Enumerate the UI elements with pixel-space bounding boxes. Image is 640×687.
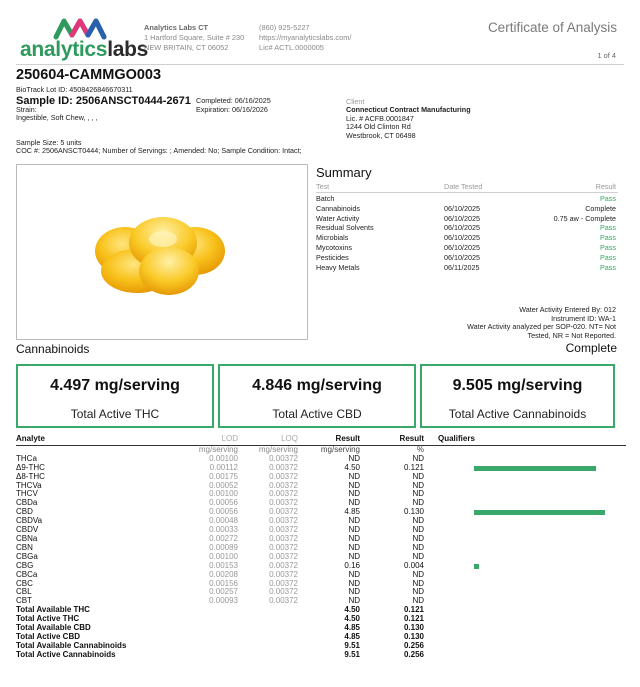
analyte-name: Δ8-THC [16,471,45,481]
summary-test-result: Complete [585,203,616,213]
sample-id: Sample ID: 2506ANSCT0444-2671 [16,95,191,107]
analyte-level-bar [474,564,479,569]
total-result-mg: 9.51 [344,649,360,659]
summary-test-result: Pass [600,194,616,203]
client-address-line1: 1244 Old Clinton Rd [346,122,411,132]
stat-label: Total Active Cannabinoids [448,407,587,421]
analyte-result-mg: 4.50 [344,462,360,472]
table-row [16,490,626,499]
analyte-qualifier [424,562,626,571]
analyte-name: CBL [16,587,32,597]
table-header-row [16,435,626,445]
analyte-result-pct: ND [412,596,424,606]
analyte-qualifier [424,544,626,553]
summary-test-name: Heavy Metals [316,262,360,272]
total-loq-empty [238,633,298,642]
table-row [16,535,626,544]
summary-test-result: 0.75 aw - Complete [553,213,616,223]
analyte-loq: 0.00372 [269,533,298,543]
total-lod-empty [178,615,238,624]
table-row [16,571,626,580]
table-row [16,508,626,517]
total-lod-empty [178,624,238,633]
table-row [16,562,626,571]
analyte-qualifier [424,553,626,562]
analyte-loq: 0.00372 [269,516,298,526]
analyte-result-pct: 0.130 [403,507,424,517]
gummy-image-icon [17,165,307,339]
lab-name: Analytics Labs CT [144,23,209,32]
summary-test-name: Batch [316,194,335,203]
total-row [16,624,626,633]
analyte-qualifier [424,597,626,606]
analyte-lod: 0.00257 [209,587,238,597]
analyte-lod: 0.00156 [209,578,238,588]
analyte-result-mg: 4.85 [344,507,360,517]
table-row [16,499,626,508]
analyte-lod: 0.00208 [209,569,238,579]
expiration-date: Expiration: 06/16/2026 [196,105,268,114]
summary-test-name: Microbials [316,233,349,243]
analyte-result-pct: ND [412,533,424,543]
analyte-name: CBN [16,542,33,552]
document-title: Certificate of Analysis [487,20,617,35]
lab-license: Lic# ACTL.0000005 [259,43,324,52]
total-lod-empty [178,633,238,642]
cannabinoids-status: Complete [565,341,617,355]
analyte-name: CBGa [16,551,38,561]
analyte-loq: 0.00372 [269,587,298,597]
total-qualifier [424,651,626,660]
analyte-lod: 0.00175 [209,471,238,481]
total-result-mg: 4.50 [344,605,360,615]
analyte-result-pct: ND [412,471,424,481]
summary-title: Summary [316,165,372,180]
stat-value: 9.505 mg/serving [452,377,583,394]
total-result-pct: 0.130 [403,631,424,641]
analyte-name: CBDV [16,525,39,535]
unit-lod: mg/serving [198,444,238,454]
header-qualifiers: Qualifiers [424,435,626,445]
analyte-result-mg: ND [348,542,360,552]
summary-test-date: 06/10/2025 [444,203,480,213]
strain: Strain: [16,105,37,114]
analyte-result-pct: 0.004 [403,560,424,570]
stat-total-cbd [218,364,416,428]
total-qualifier [424,633,626,642]
wa-note-line4: Tested, NR = Not Reported. [527,330,616,340]
lab-address-line1: 1 Hartford Square, Suite # 230 [144,33,245,42]
client-name: Connecticut Contract Manufacturing [346,105,471,114]
analyte-result-pct: ND [412,578,424,588]
analyte-name: Δ9-THC [16,462,45,472]
client-address-line2: Westbrook, CT 06498 [346,130,416,140]
total-qualifier [424,615,626,624]
analyte-loq: 0.00372 [269,560,298,570]
analyte-name: CBDVa [16,516,43,526]
table-row [16,464,626,473]
water-activity-note [467,306,616,340]
total-row [16,651,626,660]
analyte-qualifier [424,526,626,535]
table-row [16,588,626,597]
header-lod: LOD [178,435,238,445]
stat-total-cannabinoids [420,364,615,428]
sample-size: Sample Size: 5 units [16,138,82,147]
total-name: Total Available CBD [16,623,91,633]
analyte-lod: 0.00272 [209,533,238,543]
analyte-name: CBNa [16,533,38,543]
coc-info: COC #: 2506ANSCT0444; Number of Servings: ; Amended: No; Sample Condition: Intact; [16,146,302,155]
total-loq-empty [238,606,298,615]
analyte-result-mg: ND [348,453,360,463]
analyte-level-bar [474,510,605,515]
lab-address [144,23,244,53]
analyte-qualifier [424,490,626,499]
total-result-pct: 0.130 [403,623,424,633]
total-loq-empty [238,624,298,633]
total-qualifier [424,606,626,615]
analyte-result-pct: 0.121 [403,462,424,472]
analyte-name: THCV [16,489,38,499]
stat-total-thc [16,364,214,428]
biotrack-lot: BioTrack Lot ID: 4508426846670311 [16,85,133,94]
analyte-name: THCVa [16,480,42,490]
summary-divider [316,192,618,193]
total-lod-empty [178,651,238,660]
analyte-result-mg: ND [348,587,360,597]
batch-id: 250604-CAMMGO003 [16,67,162,83]
logo-word-analytics: analytics [20,38,108,61]
table-row [16,526,626,535]
total-row [16,615,626,624]
analyte-result-mg: 0.16 [344,560,360,570]
analyte-qualifier [424,455,626,464]
lab-address-line2: NEW BRITAIN, CT 06052 [144,43,229,52]
table-row [16,544,626,553]
wa-note-line3: Water Activity analyzed per SOP-020. NT= Not [467,322,616,332]
table-row [16,473,626,482]
matrix: Ingestible, Soft Chew, , , , [16,113,98,122]
analyte-result-pct: ND [412,569,424,579]
product-image [16,164,308,340]
header-divider [16,64,624,65]
analyte-result-mg: ND [348,498,360,508]
analyte-result-pct: ND [412,516,424,526]
summary-test-name: Residual Solvents [316,223,374,233]
analyte-loq: 0.00372 [269,542,298,552]
analyte-qualifier [424,588,626,597]
table-row [16,553,626,562]
analyte-lod: 0.00112 [209,462,238,472]
total-loq-empty [238,651,298,660]
total-lod-empty [178,606,238,615]
total-loq-empty [238,642,298,651]
total-result-pct: 0.256 [403,640,424,650]
analyte-qualifier [424,473,626,482]
total-result-pct: 0.121 [403,605,424,615]
analyte-lod: 0.00048 [209,516,238,526]
analyte-result-pct: ND [412,542,424,552]
table-row [16,580,626,589]
analyte-result-pct: ND [412,489,424,499]
summary-header-result: Result [595,182,616,191]
analyte-qualifier [424,464,626,473]
summary-test-result: Pass [600,243,616,252]
analyte-loq: 0.00372 [269,480,298,490]
header-analyte: Analyte [16,435,178,445]
client-label: Client [346,97,365,106]
analyte-result-mg: ND [348,489,360,499]
table-row [16,597,626,606]
analyte-name: CBCa [16,569,38,579]
analyte-result-pct: ND [412,480,424,490]
analyte-loq: 0.00372 [269,525,298,535]
stat-value: 4.846 mg/serving [252,377,382,394]
analyte-loq: 0.00372 [269,507,298,517]
summary-test-date: 06/10/2025 [444,213,480,223]
summary-test-date: 06/10/2025 [444,223,480,233]
analyte-qualifier [424,508,626,517]
summary-test-date: 06/10/2025 [444,233,480,243]
total-qualifier [424,624,626,633]
client-block [346,106,471,140]
analyte-lod: 0.00153 [209,560,238,570]
analyte-result-pct: ND [412,453,424,463]
analyte-lod: 0.00033 [209,525,238,535]
header-result-mg: Result [298,435,360,445]
analyte-qualifier [424,535,626,544]
total-result-pct: 0.121 [403,614,424,624]
total-loq-empty [238,615,298,624]
analyte-loq: 0.00372 [269,453,298,463]
analyte-result-mg: ND [348,516,360,526]
analyte-lod: 0.00100 [209,551,238,561]
total-name: Total Active CBD [16,631,81,641]
summary-test-name: Cannabinoids [316,203,360,213]
analyte-result-mg: ND [348,569,360,579]
table-row [16,455,626,464]
total-name: Total Available Cannabinoids [16,640,127,650]
analyte-lod: 0.00100 [209,453,238,463]
table-row [16,482,626,491]
total-row [16,606,626,615]
analyte-lod: 0.00056 [209,498,238,508]
unit-mg: mg/serving [320,444,360,454]
analyte-loq: 0.00372 [269,569,298,579]
analyte-qualifier [424,571,626,580]
analyte-loq: 0.00372 [269,551,298,561]
total-result-mg: 9.51 [344,640,360,650]
units-row [16,445,626,454]
unit-pct: % [416,444,424,454]
analyte-loq: 0.00372 [269,596,298,606]
lab-contact [259,23,351,53]
summary-test-date: 06/10/2025 [444,252,480,262]
analyte-loq: 0.00372 [269,462,298,472]
stat-label: Total Active CBD [272,407,362,421]
cannabinoid-table [16,435,626,660]
analyte-name: CBG [16,560,34,570]
summary-test-name: Water Activity [316,213,360,223]
summary-test-result: Pass [600,223,616,233]
stat-label: Total Active THC [70,407,160,421]
lab-logo [20,15,149,63]
total-result-pct: 0.256 [403,649,424,659]
analyte-level-bar [474,466,596,471]
stat-value: 4.497 mg/serving [50,377,180,394]
header-loq: LOQ [238,435,298,445]
total-result-mg: 4.85 [344,631,360,641]
analyte-result-mg: ND [348,596,360,606]
summary-test-result: Pass [600,252,616,262]
table-row [16,517,626,526]
analyte-lod: 0.00052 [209,480,238,490]
analyte-loq: 0.00372 [269,471,298,481]
wa-note-line2: Instrument ID: WA-1 [551,313,616,323]
analyte-lod: 0.00056 [209,507,238,517]
analyte-result-mg: ND [348,533,360,543]
analyte-loq: 0.00372 [269,578,298,588]
analyte-loq: 0.00372 [269,498,298,508]
header-result-pct: Result [360,435,424,445]
summary-test-result: Pass [600,233,616,243]
total-result-mg: 4.85 [344,623,360,633]
wa-note-line1: Water Activity Entered By: 012 [519,305,616,314]
summary-test-result: Pass [600,262,616,272]
analyte-result-mg: ND [348,525,360,535]
total-name: Total Active THC [16,614,80,624]
analyte-qualifier [424,580,626,589]
analyte-result-mg: ND [348,551,360,561]
analyte-qualifier [424,482,626,491]
summary-test-date: 06/10/2025 [444,243,480,252]
total-name: Total Available THC [16,605,90,615]
lab-phone: (860) 925-5227 [259,23,310,32]
analyte-name: CBDa [16,498,38,508]
client-license: Lic. # ACFB.0001847 [346,113,414,123]
summary-test-name: Mycotoxins [316,243,352,252]
analyte-lod: 0.00093 [209,596,238,606]
cannabinoids-title: Cannabinoids [16,342,90,356]
analyte-name: CBT [16,596,32,606]
page-number: 1 of 4 [597,51,616,60]
analyte-result-pct: ND [412,498,424,508]
analyte-result-mg: ND [348,578,360,588]
analyte-lod: 0.00089 [209,542,238,552]
summary-header-date: Date Tested [444,182,483,191]
summary-test-date: 06/11/2025 [444,262,480,272]
analyte-result-pct: ND [412,525,424,535]
lab-website-link[interactable]: https://myanalyticslabs.com/ [259,33,352,42]
summary-test-name: Pesticides [316,252,349,262]
total-lod-empty [178,642,238,651]
analyte-name: CBC [16,578,33,588]
analyte-lod: 0.00100 [209,489,238,499]
analyte-result-mg: ND [348,480,360,490]
total-qualifier [424,642,626,651]
analyte-name: CBD [16,507,33,517]
total-result-mg: 4.50 [344,614,360,624]
analyte-result-pct: ND [412,587,424,597]
logo-word-labs: labs [107,38,149,61]
summary-header-test: Test [316,182,330,191]
analyte-qualifier [424,499,626,508]
analyte-result-mg: ND [348,471,360,481]
total-name: Total Active Cannabinoids [16,649,116,659]
analyte-qualifier [424,517,626,526]
analyte-name: THCa [16,453,37,463]
analyte-loq: 0.00372 [269,489,298,499]
unit-loq: mg/serving [258,444,298,454]
completed-date: Completed: 06/16/2025 [196,96,271,105]
analyte-result-pct: ND [412,551,424,561]
